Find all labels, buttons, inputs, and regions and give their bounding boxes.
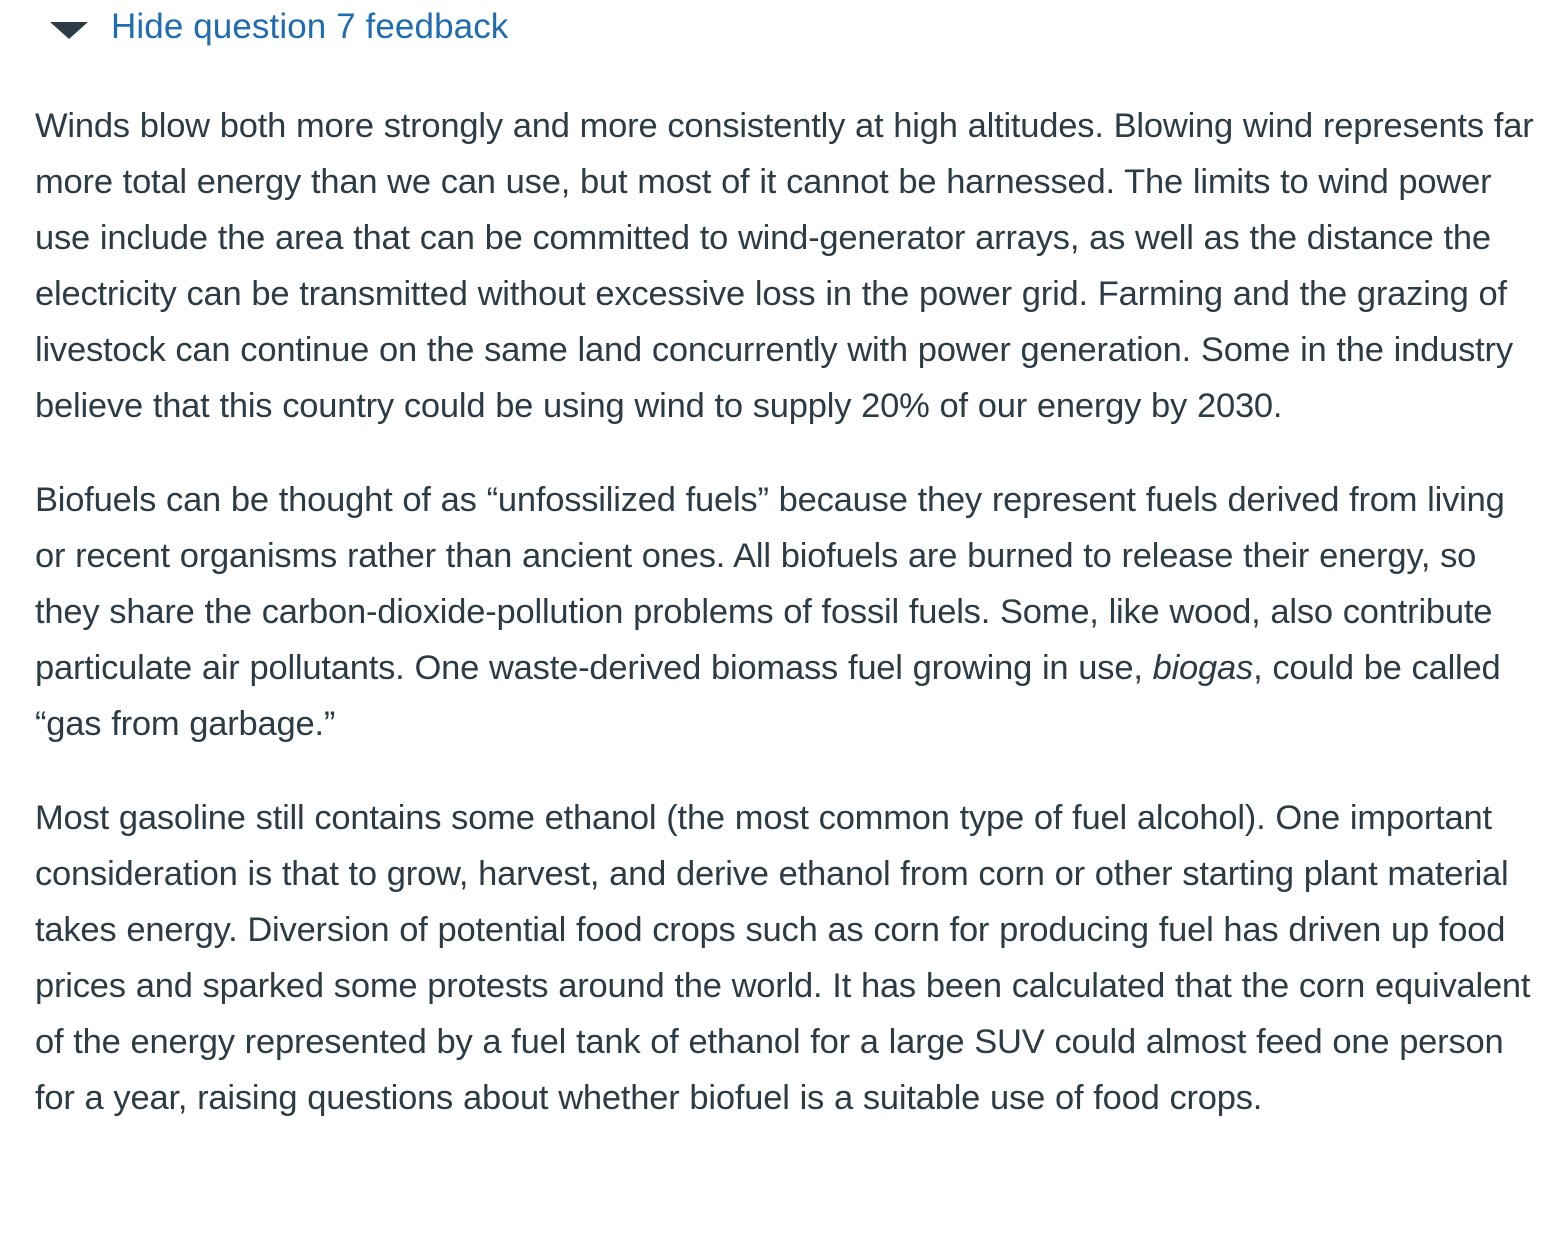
question-feedback xyxy=(35,98,1535,1164)
feedback-paragraph-biofuels xyxy=(35,472,1535,752)
paragraph-text: , could be called “gas from garbage.” xyxy=(35,649,1501,743)
triangle-down-icon xyxy=(50,22,88,39)
emphasized-term: biogas xyxy=(1152,649,1254,687)
paragraph-text: Biofuels can be thought of as “unfossilized fuels” because they represent fuels derived from living or recent organisms rather than ancient ones. All biofuels are burned to release their energy, so they share the carbon-dioxide-pollution problems of fossil fuels. Some, like wood, also contribute particulate air pollutants. One waste-derived biomass fuel growing in use, xyxy=(35,481,1505,687)
hide-feedback-toggle[interactable] xyxy=(50,6,508,48)
feedback-paragraph-wind: Winds blow both more strongly and more consistently at high altitudes. Blowing wind represents far more total energy than we can use, but most of it cannot be harnessed. The limits to wind power use include the area that can be committed to wind-generator arrays, as well as the distance the electricity can be transmitted without excessive loss in the power grid. Farming and the grazing of livestock can continue on the same land concurrently with power generation. Some in the industry believe that this country could be using wind to supply 20% of our energy by 2030. xyxy=(35,107,1534,425)
feedback-paragraph-ethanol: Most gasoline still contains some ethanol (the most common type of fuel alcohol). One important consideration is that to grow, harvest, and derive ethanol from corn or other starting plant material takes energy. Diversion of potential food crops such as corn for producing fuel has driven up food prices and sparked some protests around the world. It has been calculated that the corn equivalent of the energy represented by a fuel tank of ethanol for a large SUV could almost feed one person for a year, raising questions about whether biofuel is a suitable use of food crops. xyxy=(35,799,1531,1117)
hide-feedback-link[interactable]: Hide question 7 feedback xyxy=(111,7,509,46)
